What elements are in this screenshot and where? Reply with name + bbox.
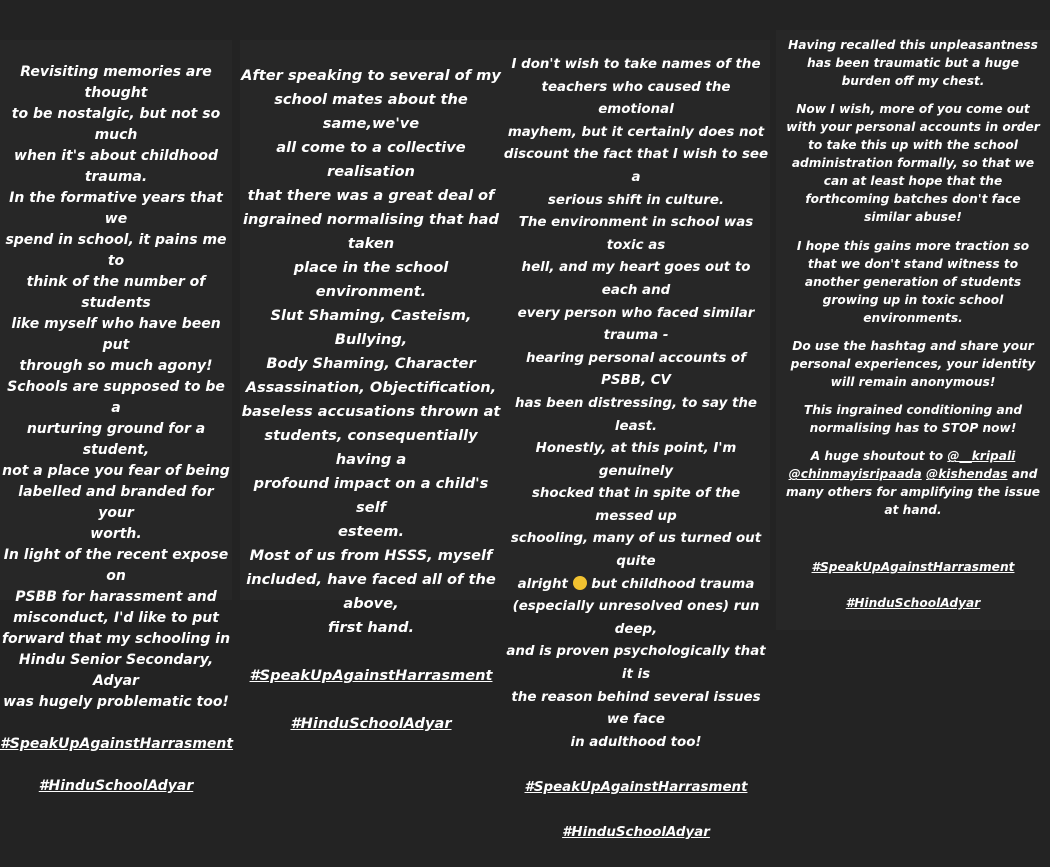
- hashtag-block: [502, 754, 770, 867]
- mention-kripali[interactable]: @__kripali: [947, 449, 1016, 464]
- paragraph: Do use the hashtag and share your personal experiences, your identity will remain anonymous!: [790, 338, 1036, 389]
- paragraph: Having recalled this unpleasantness has been traumatic but a huge burden off my chest.: [788, 38, 1038, 88]
- hashtag-block: [240, 640, 502, 760]
- paragraph: Now I wish, more of you come out with your personal accounts in order to take this up with the school administration formally, so that we can at least hope that the forthcoming batches don't face similar abuse!: [786, 102, 1040, 225]
- hashtag-speakup[interactable]: #SpeakUpAgainstHarrasment: [0, 736, 234, 752]
- hashtag-speakup[interactable]: #SpeakUpAgainstHarrasment: [249, 667, 493, 684]
- hashtag-block: [0, 713, 232, 818]
- hashtag-speakup[interactable]: #SpeakUpAgainstHarrasment: [524, 780, 748, 795]
- hashtag-hinduschool[interactable]: #HinduSchoolAdyar: [562, 825, 710, 841]
- paragraph-part: but childhood trauma (especially unresolved ones) run deep, and is proven psychologically that it is the reason behind several issues we face in adulthood too!: [506, 576, 766, 750]
- hashtag-hinduschool[interactable]: #HinduSchoolAdyar: [38, 778, 194, 794]
- story-panel-4: [776, 30, 1050, 630]
- paragraph: Slut Shaming, Casteism, Bullying, Body Shaming, Character Assassination, Objectification, baseless accusations thrown at students, consequentially having a profound impact on a child's self esteem.: [241, 307, 501, 540]
- paragraph: I hope this gains more traction so that we don't stand witness to another generation of students growing up in toxic school environments.: [796, 238, 1030, 325]
- story-panel-3: [502, 40, 770, 841]
- shushing-face-emoji-icon: [573, 576, 587, 590]
- paragraph: [776, 447, 1050, 519]
- paragraph: In light of the recent expose on PSBB for harassment and misconduct, I'd like to put forward that my schooling in Hindu Senior Secondary, Adyar was hugely problematic too!: [1, 547, 231, 710]
- paragraph-part: Honestly, at this point, I'm genuinely shocked that in spite of the messed up schooling, many of us turned out quite alright: [510, 441, 762, 592]
- story-panel-2: [240, 40, 502, 732]
- hashtag-block: [776, 540, 1050, 630]
- hashtag-hinduschool[interactable]: #HinduSchoolAdyar: [290, 715, 452, 732]
- mention-chinmayisripaada[interactable]: @chinmayisripaada: [788, 467, 922, 482]
- story-panel-1: [0, 40, 234, 794]
- paragraph: I don't wish to take names of the teachers who caused the emotional mayhem, but it certainly does not discount the fact that I wish to see a serious shift in culture.: [503, 57, 769, 208]
- paragraph: After speaking to several of my school mates about the same,we've all come to a collective realisation that there was a great deal of ingrained normalising that had taken place in the school environment.: [241, 67, 501, 300]
- paragraph: In the formative years that we spend in school, it pains me to think of the number of students like myself who have been put through so much agony! Schools are supposed to be a nurturing ground for a student, not a place you fear of being labelled and branded for your worth.: [2, 190, 230, 542]
- paragraph: [502, 438, 770, 754]
- paragraph: The environment in school was toxic as hell, and my heart goes out to each and every person who faced similar trauma - hearing personal accounts of PSBB, CV has been distressing, to say the least.: [514, 215, 758, 434]
- paragraph: This ingrained conditioning and normalising has to STOP now!: [803, 403, 1023, 436]
- paragraph: Most of us from HSSS, myself included, have faced all of the above, first hand.: [246, 547, 496, 636]
- mention-kishendas[interactable]: @kishendas: [926, 467, 1008, 482]
- hashtag-hinduschool[interactable]: #HinduSchoolAdyar: [845, 595, 981, 610]
- paragraph-part: A huge shoutout to: [810, 449, 948, 464]
- paragraph-part: and many others for amplifying the issue at hand.: [785, 467, 1041, 518]
- paragraph: Revisiting memories are thought to be nostalgic, but not so much when it's about childhood trauma.: [11, 64, 221, 185]
- hashtag-speakup[interactable]: #SpeakUpAgainstHarrasment: [811, 559, 1015, 574]
